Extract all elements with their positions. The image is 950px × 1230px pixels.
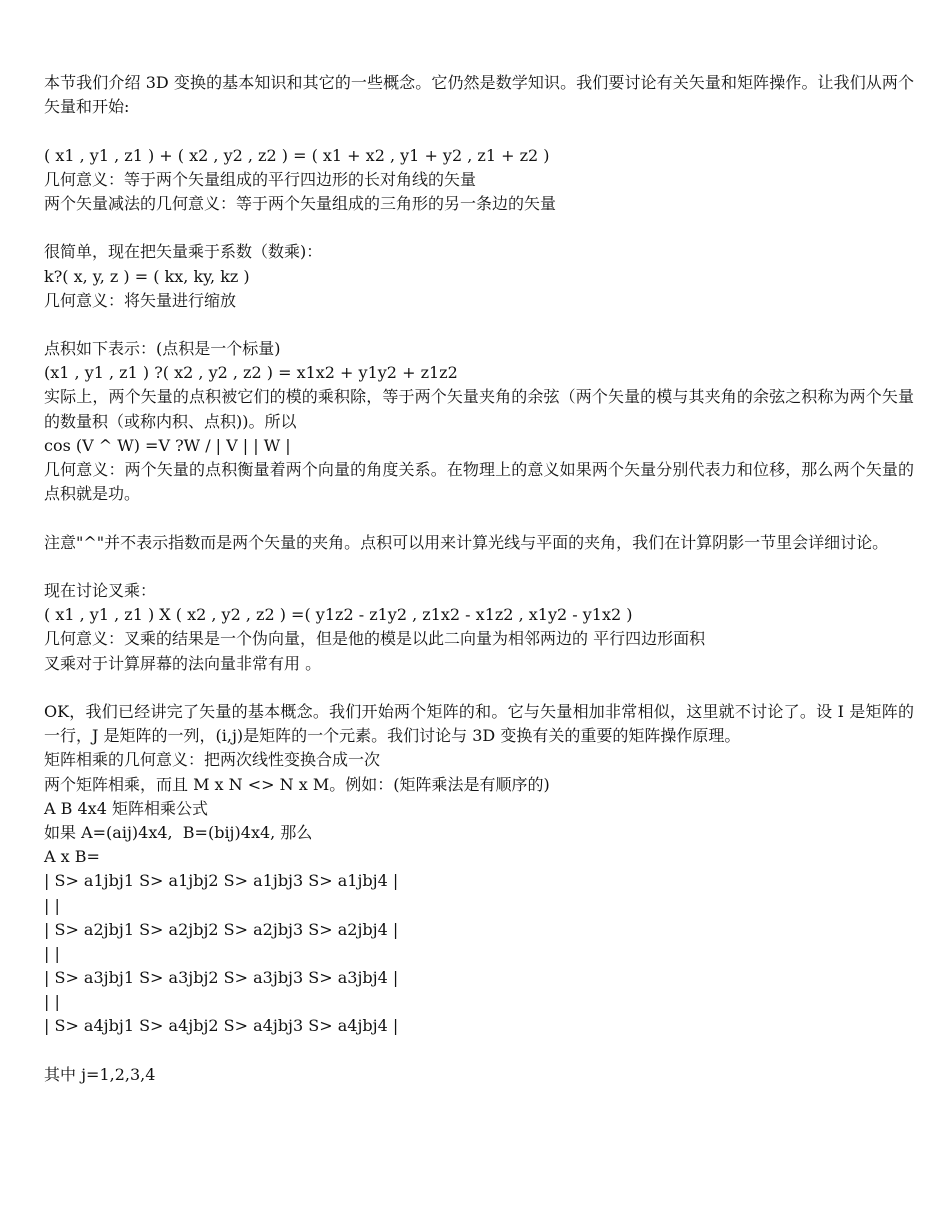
- cross-usage: 叉乘对于计算屏幕的法向量非常有用 。: [44, 653, 322, 673]
- matrix-order-note: 两个矩阵相乘，而且 M x N <> N x M。例如：(矩阵乘法是有顺序的): [44, 774, 550, 794]
- matrix-row: | S> a3jbj1 S> a3jbj2 S> a3jbj3 S> a3jbj4 |: [44, 968, 399, 988]
- matrix-formula-title: A B 4x4 矩阵相乘公式: [44, 798, 208, 818]
- matrix-row: | S> a1jbj1 S> a1jbj2 S> a1jbj3 S> a1jbj4 |: [44, 871, 399, 891]
- matrix-row: | S> a4jbj1 S> a4jbj2 S> a4jbj3 S> a4jbj4 |: [44, 1016, 399, 1036]
- cross-formula: ( x1 , y1 , z1 ) X ( x2 , y2 , z2 ) =( y1z2 - z1y2 , z1x2 - x1z2 , x1y2 - y1x2 ): [44, 605, 633, 625]
- matrix-row: | |: [44, 992, 60, 1012]
- cross-geometry: 几何意义：叉乘的结果是一个伪向量，但是他的模是以此二向量为相邻两边的 平行四边形面积: [44, 629, 706, 649]
- spacer: [44, 506, 914, 530]
- spacer: [44, 216, 914, 240]
- vector-sub-geometry: 两个矢量减法的几何意义：等于两个矢量组成的三角形的另一条边的矢量: [44, 193, 557, 213]
- matrix-product-label: A x B=: [44, 847, 100, 867]
- dot-geometry: 几何意义：两个矢量的点积衡量着两个向量的角度关系。在物理上的意义如果两个矢量分别代表力和位移，那么两个矢量的点积就是功。: [44, 460, 914, 504]
- dot-explanation: 实际上，两个矢量的点积被它们的模的乘积除，等于两个矢量夹角的余弦（两个矢量的模与其夹角的余弦之积称为两个矢量的数量积（或称内积、点积))。所以: [44, 387, 914, 431]
- document-body: [44, 71, 914, 1087]
- spacer: [44, 676, 914, 700]
- spacer: [44, 119, 914, 143]
- matrix-intro-paragraph: OK，我们已经讲完了矢量的基本概念。我们开始两个矩阵的和。它与矢量相加非常相似，这里就不讨论了。设 I 是矩阵的一行，J 是矩阵的一列，(i,j)是矩阵的一个元素。我们讨论与 3D 变换有关的重要的矩阵操作原理。: [44, 701, 914, 746]
- scalar-intro: 很简单，现在把矢量乘于系数（数乘)：: [44, 242, 323, 262]
- spacer: [44, 555, 914, 579]
- cos-formula: cos (V ^ W) =V ?W / | V | | W |: [44, 435, 291, 455]
- intro-paragraph: 本节我们介绍 3D 变换的基本知识和其它的一些概念。它仍然是数学知识。我们要讨论有关矢量和矩阵操作。让我们从两个矢量和开始:: [44, 73, 914, 117]
- dot-formula: (x1 , y1 , z1 ) ?( x2 , y2 , z2 ) = x1x2 + y1y2 + z1z2: [44, 363, 458, 383]
- vector-add-geometry: 几何意义：等于两个矢量组成的平行四边形的长对角线的矢量: [44, 169, 477, 189]
- matrix-row: | |: [44, 895, 60, 915]
- matrix-multiply-geometry: 矩阵相乘的几何意义：把两次线性变换合成一次: [44, 750, 381, 770]
- note-paragraph: 注意"^"并不表示指数而是两个矢量的夹角。点积可以用来计算光线与平面的夹角，我们在计算阴影一节里会详细讨论。: [44, 532, 889, 552]
- dot-intro: 点积如下表示：(点积是一个标量): [44, 339, 281, 359]
- scalar-formula: k?( x, y, z ) = ( kx, ky, kz ): [44, 266, 250, 286]
- spacer: [44, 1039, 914, 1063]
- matrix-row: | |: [44, 943, 60, 963]
- vector-add-formula: ( x1 , y1 , z1 ) + ( x2 , y2 , z2 ) = ( x1 + x2 , y1 + y2 , z1 + z2 ): [44, 145, 550, 165]
- index-range: 其中 j=1,2,3,4: [44, 1064, 156, 1084]
- scalar-geometry: 几何意义：将矢量进行缩放: [44, 290, 237, 310]
- matrix-definition: 如果 A=(aij)4x4, B=(bij)4x4, 那么: [44, 822, 313, 842]
- cross-intro: 现在讨论叉乘：: [44, 581, 157, 601]
- spacer: [44, 313, 914, 337]
- matrix-row: | S> a2jbj1 S> a2jbj2 S> a2jbj3 S> a2jbj4 |: [44, 919, 399, 939]
